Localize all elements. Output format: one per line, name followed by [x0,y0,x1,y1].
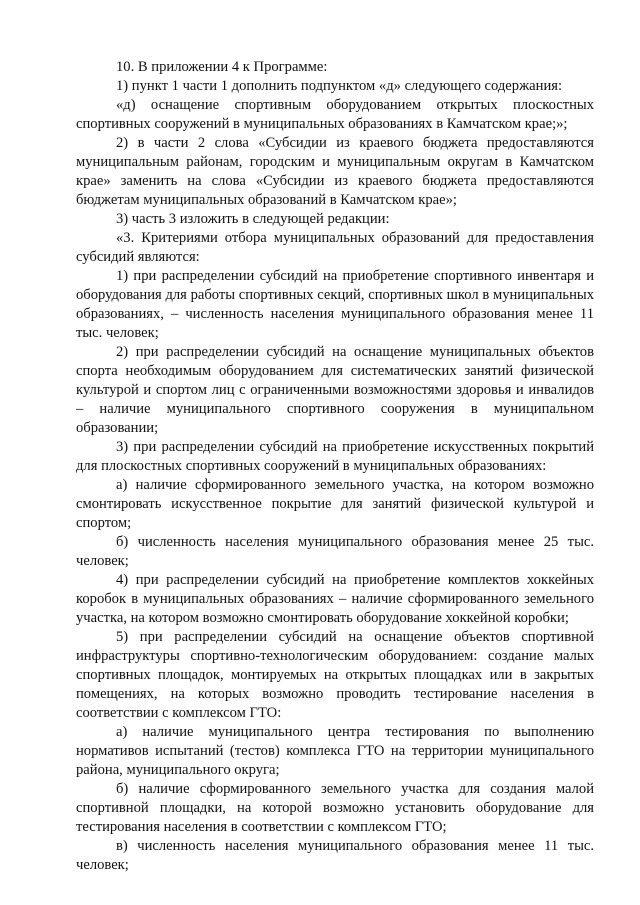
document-body [76,58,594,875]
paragraph-criterion-3: 3) при распределении субсидий на приобретение искусственных покрытий для плоскостных спортивных сооружений в муниципальных образованиях: [76,439,594,474]
paragraph-subitem-3: 3) часть 3 изложить в следующей редакции: [116,211,390,227]
paragraph-quote-d: «д) оснащение спортивным оборудованием открытых плоскостных спортивных сооружений в муниципальных образованиях в Камчатском крае;»; [76,97,594,132]
paragraph-criterion-2: 2) при распределении субсидий на оснащение муниципальных объектов спорта необходимым оборудованием для систематических занятий физической культурой и спортом лиц с ограниченными возможностями здоровья и инвалидов – наличие муниципального спортивного сооружения в муниципальном образовании; [76,344,594,436]
paragraph-criterion-5a: а) наличие муниципального центра тестирования по выполнению нормативов испытаний (тестов) комплекса ГТО на территории муниципального района, муниципального округа; [76,724,594,778]
paragraph-criterion-5b: б) наличие сформированного земельного участка для создания малой спортивной площадки, на которой возможно установить оборудование для тестирования населения в соответствии с комплексом ГТО; [76,781,594,835]
paragraph-criterion-3a: а) наличие сформированного земельного участка, на котором возможно смонтировать искусственное покрытие для занятий физической культурой и спортом; [76,477,594,531]
paragraph-criterion-5v: в) численность населения муниципального образования менее 11 тыс. человек; [76,838,594,873]
paragraph-subitem-2: 2) в части 2 слова «Субсидии из краевого бюджета предоставляются муниципальным районам, городским и муниципальным округам в Камчатском крае» заменить на слова «Субсидии из краевого бюджета предоставляются бюджетам муниципальных образований в Камчатском крае»; [76,135,594,208]
paragraph-criterion-1: 1) при распределении субсидий на приобретение спортивного инвентаря и оборудования для работы спортивных секций, спортивных школ в муниципальных образованиях, – численность населения муниципального образования менее 11 тыс. человек; [76,268,594,341]
paragraph-item-10-heading: 10. В приложении 4 к Программе: [116,59,328,75]
paragraph-criterion-3b: б) численность населения муниципального образования менее 25 тыс. человек; [76,534,594,569]
paragraph-criterion-4: 4) при распределении субсидий на приобретение комплектов хоккейных коробок в муниципальных образованиях – наличие сформированного земельного участка, на котором возможно смонтировать оборудование хоккейной коробки; [76,572,594,626]
paragraph-subitem-1: 1) пункт 1 части 1 дополнить подпунктом «д» следующего содержания: [116,78,563,94]
paragraph-criterion-5: 5) при распределении субсидий на оснащение объектов спортивной инфраструктуры спортивно-технологическим оборудованием: создание малых спортивных площадок, монтируемых на открытых площадках или в закрытых помещениях, на которых возможно проводить тестирование населения в соответствии с комплексом ГТО: [76,629,594,721]
paragraph-criteria-intro: «3. Критериями отбора муниципальных образований для предоставления субсидий являются: [76,230,594,265]
